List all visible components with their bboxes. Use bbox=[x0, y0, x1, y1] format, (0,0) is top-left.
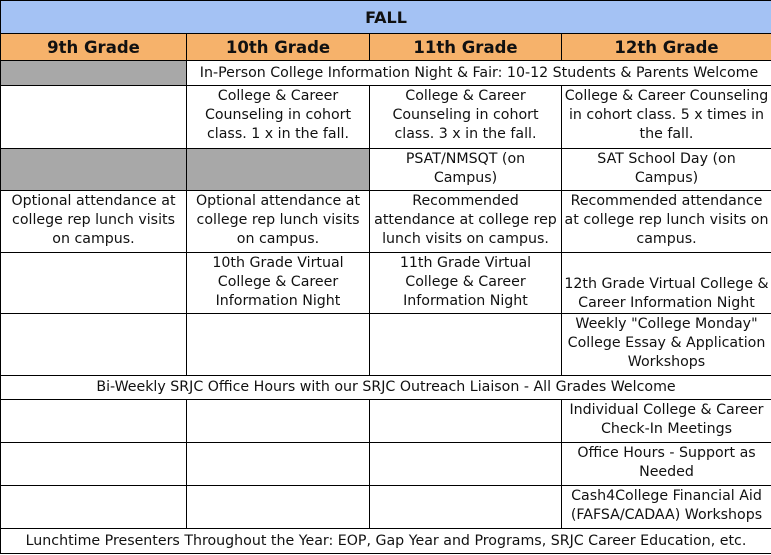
lunchtime-presenters-cell: Lunchtime Presenters Throughout the Year: EOP, Gap Year and Programs, SRJC Career Education, etc. bbox=[1, 529, 771, 554]
header-12th-grade: 12th Grade bbox=[562, 34, 771, 61]
virtual-night-10-cell: 10th Grade Virtual College & Career Information Night bbox=[187, 253, 370, 314]
rep-visits-10-cell: Optional attendance at college rep lunch visits on campus. bbox=[187, 191, 370, 253]
header-11th-grade: 11th Grade bbox=[370, 34, 562, 61]
empty-cell bbox=[1, 253, 187, 314]
empty-cell bbox=[370, 400, 562, 443]
empty-cell bbox=[1, 86, 187, 149]
counseling-12-cell: College & Career Counseling in cohort class. 5 x times in the fall. bbox=[562, 86, 771, 149]
empty-cell bbox=[370, 443, 562, 486]
rep-visits-11-cell: Recommended attendance at college rep lunch visits on campus. bbox=[370, 191, 562, 253]
college-monday-cell: Weekly "College Monday" College Essay & Application Workshops bbox=[562, 314, 771, 376]
empty-cell-grey bbox=[187, 149, 370, 191]
cash4college-cell: Cash4College Financial Aid (FAFSA/CADAA) Workshops bbox=[562, 486, 771, 529]
empty-cell-grey bbox=[1, 149, 187, 191]
empty-cell bbox=[370, 314, 562, 376]
rep-visits-12-cell: Recommended attendance at college rep lunch visits on campus. bbox=[562, 191, 771, 253]
empty-cell bbox=[1, 443, 187, 486]
virtual-night-11-cell: 11th Grade Virtual College & Career Information Night bbox=[370, 253, 562, 314]
empty-cell bbox=[187, 400, 370, 443]
sat-cell: SAT School Day (on Campus) bbox=[562, 149, 771, 191]
psat-cell: PSAT/NMSQT (on Campus) bbox=[370, 149, 562, 191]
counseling-11-cell: College & Career Counseling in cohort class. 3 x in the fall. bbox=[370, 86, 562, 149]
table-title: FALL bbox=[1, 1, 771, 34]
info-night-cell: In-Person College Information Night & Fair: 10-12 Students & Parents Welcome bbox=[187, 61, 771, 86]
header-9th-grade: 9th Grade bbox=[1, 34, 187, 61]
empty-cell bbox=[370, 486, 562, 529]
empty-cell bbox=[187, 486, 370, 529]
virtual-night-12-cell: 12th Grade Virtual College & Career Information Night bbox=[562, 253, 771, 314]
checkin-cell: Individual College & Career Check-In Meetings bbox=[562, 400, 771, 443]
empty-cell-grey bbox=[1, 61, 187, 86]
empty-cell bbox=[187, 443, 370, 486]
empty-cell bbox=[1, 400, 187, 443]
srjc-office-hours-cell: Bi-Weekly SRJC Office Hours with our SRJC Outreach Liaison - All Grades Welcome bbox=[1, 376, 771, 400]
rep-visits-9-cell: Optional attendance at college rep lunch visits on campus. bbox=[1, 191, 187, 253]
office-hours-cell: Office Hours - Support as Needed bbox=[562, 443, 771, 486]
header-10th-grade: 10th Grade bbox=[187, 34, 370, 61]
empty-cell bbox=[187, 314, 370, 376]
empty-cell bbox=[1, 486, 187, 529]
empty-cell bbox=[1, 314, 187, 376]
counseling-10-cell: College & Career Counseling in cohort class. 1 x in the fall. bbox=[187, 86, 370, 149]
